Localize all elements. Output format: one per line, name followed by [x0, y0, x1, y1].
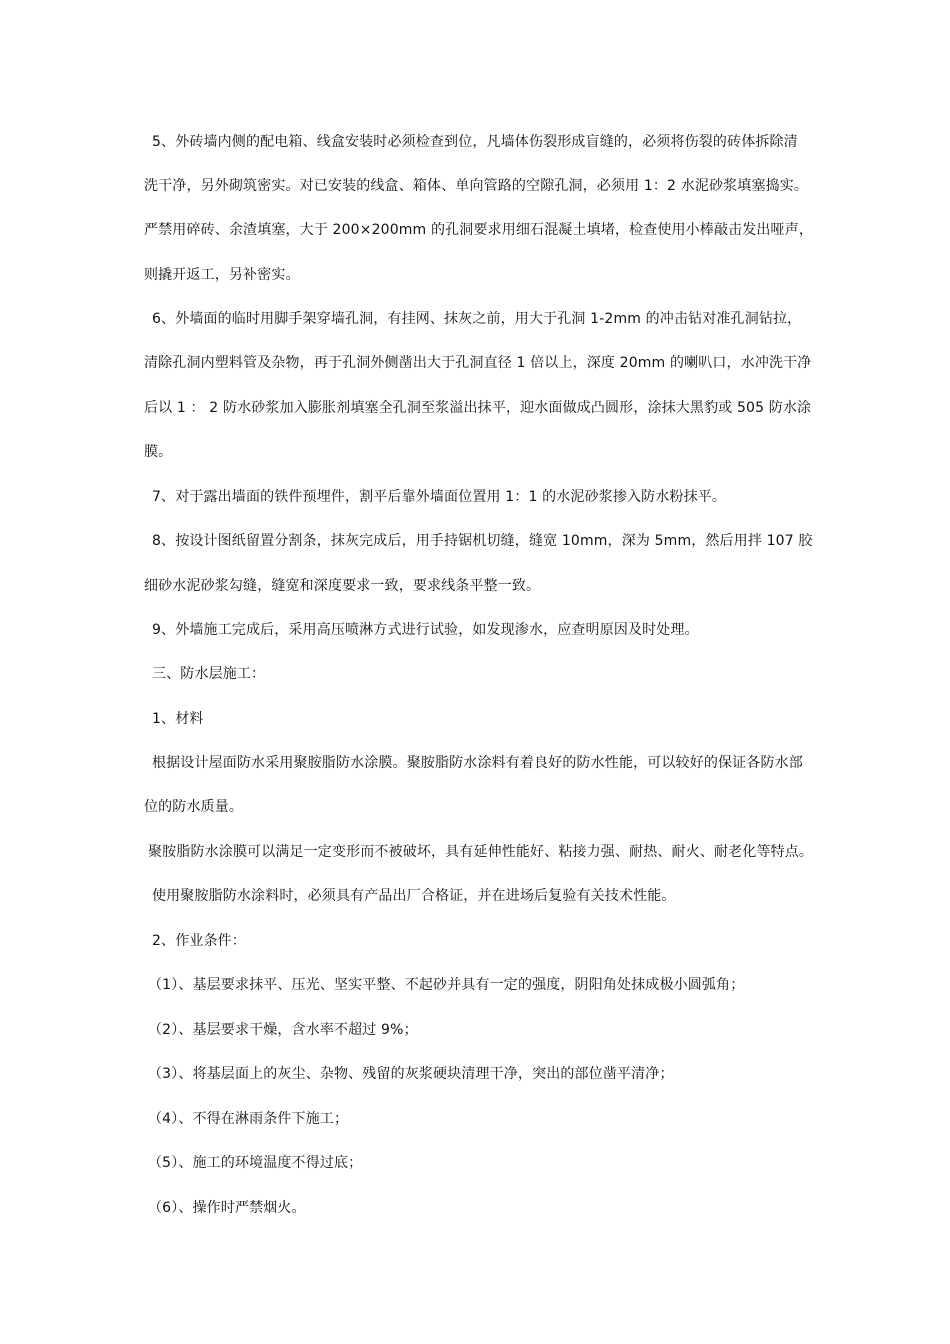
paragraph-6-line-4: 膜。 [144, 444, 173, 460]
subsection-heading-materials: 1、材料 [152, 711, 204, 727]
materials-paragraph-1-line-2: 位的防水质量。 [144, 799, 244, 815]
work-condition-item-3: （3）、将基层面上的灰尘、杂物、残留的灰浆硬块清理干净，突出的部位凿平清净； [148, 1066, 674, 1082]
paragraph-7: 7、对于露出墙面的铁件预埋件，割平后靠外墙面位置用 1：1 的水泥砂浆掺入防水粉抹平。 [152, 489, 727, 505]
work-condition-item-5: （5）、施工的环境温度不得过底； [148, 1155, 363, 1171]
work-condition-item-1: （1）、基层要求抹平、压光、坚实平整、不起砂并具有一定的强度，阴阳角处抹成极小圆弧角； [148, 977, 745, 993]
paragraph-6-line-2: 清除孔洞内塑料管及杂物，再于孔洞外侧凿出大于孔洞直径 1 倍以上，深度 20mm 的喇叭口，水冲洗干净 [144, 355, 812, 371]
subsection-heading-work-conditions: 2、作业条件： [152, 933, 246, 949]
materials-paragraph-1-line-1: 根据设计屋面防水采用聚胺脂防水涂膜。聚胺脂防水涂料有着良好的防水性能，可以较好的保证各防水部 [152, 755, 803, 771]
materials-paragraph-2: 聚胺脂防水涂膜可以满足一定变形而不被破坏，具有延伸性能好、粘接力强、耐热、耐火、耐老化等特点。 [148, 844, 814, 860]
work-condition-item-6: （6）、操作时严禁烟火。 [148, 1200, 306, 1216]
paragraph-6-line-3: 后以 1 ： 2 防水砂浆加入膨胀剂填塞全孔洞至浆溢出抹平，迎水面做成凸圆形，涂抹大黑豹或 505 防水涂 [144, 400, 812, 416]
work-condition-item-4: （4）、不得在淋雨条件下施工； [148, 1111, 349, 1127]
paragraph-5-line-1: 5、外砖墙内侧的配电箱、线盒安装时必须检查到位，凡墙体伤裂形成盲缝的，必须将伤裂的砖体拆除清 [152, 134, 798, 150]
paragraph-8-line-2: 细砂水泥砂浆勾缝，缝宽和深度要求一致，要求线条平整一致。 [144, 578, 541, 594]
paragraph-5-line-4: 则撬开返工，另补密实。 [144, 267, 300, 283]
work-condition-item-2: （2）、基层要求干燥，含水率不超过 9%； [148, 1022, 418, 1038]
paragraph-5-line-2: 洗干净，另外砌筑密实。对已安装的线盒、箱体、单向管路的空隙孔洞，必须用 1：2 水泥砂浆填塞捣实。 [144, 178, 809, 194]
paragraph-9: 9、外墙施工完成后，采用高压喷淋方式进行试验，如发现渗水，应查明原因及时处理。 [152, 622, 699, 638]
paragraph-5-line-3: 严禁用碎砖、余渣填塞，大于 200×200mm 的孔洞要求用细石混凝土填堵，检查使用小棒敲击发出哑声， [144, 222, 813, 238]
paragraph-8-line-1: 8、按设计图纸留置分割条，抹灰完成后，用手持锯机切缝，缝宽 10mm，深为 5mm，然后用拌 107 胶 [152, 533, 813, 549]
section-heading-waterproofing: 三、防水层施工： [152, 666, 266, 682]
paragraph-6-line-1: 6、外墙面的临时用脚手架穿墙孔洞，有挂网、抹灰之前，用大于孔洞 1-2mm 的冲击钻对准孔洞钻拉， [152, 311, 802, 327]
materials-paragraph-3: 使用聚胺脂防水涂料时，必须具有产品出厂合格证，并在进场后复验有关技术性能。 [152, 888, 676, 904]
